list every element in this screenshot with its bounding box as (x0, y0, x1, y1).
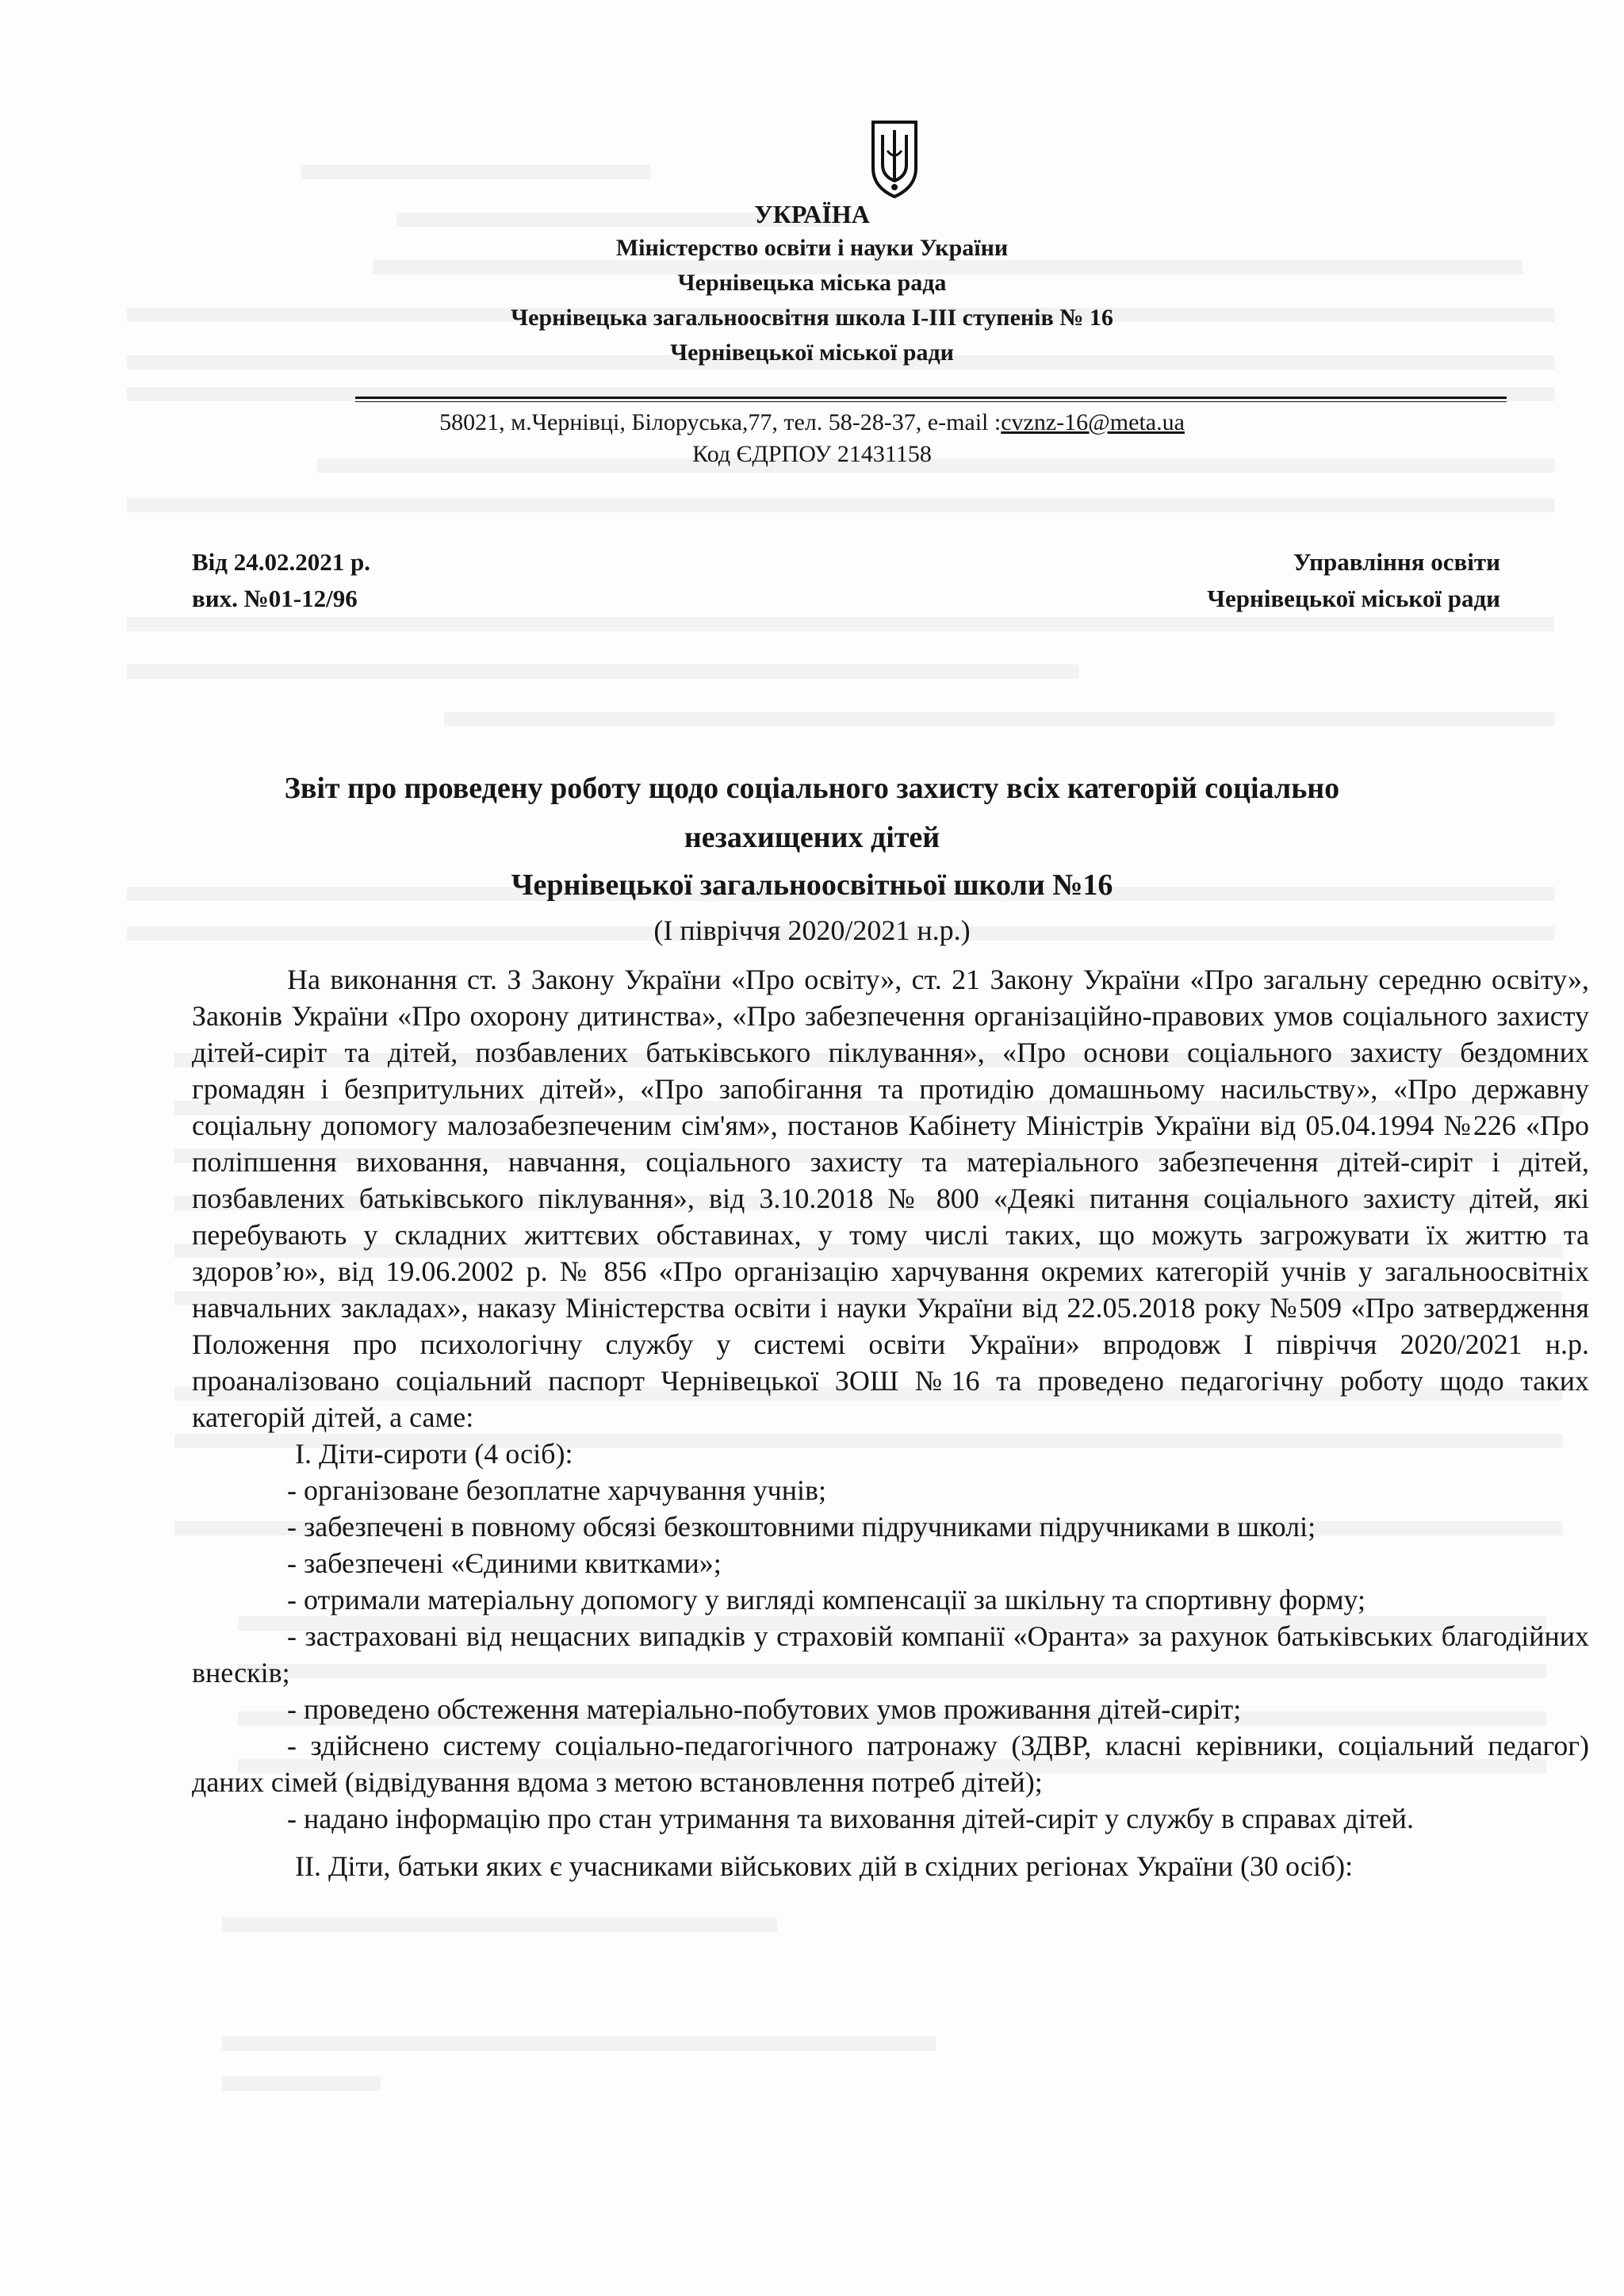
header-ministry: Міністерство освіти і науки України (615, 235, 1009, 261)
section-1-item: - надано інформацію про стан утримання та виховання дітей-сиріт у службу в справах дітей. (287, 1803, 1414, 1834)
section-1-item: - проведено обстеження матеріально-побутових умов проживання дітей-сиріт; (287, 1693, 1242, 1725)
header-divider-thin (355, 401, 1507, 402)
header-address: 58021, м.Чернівці, Білоруська,77, тел. 58-28-37, e-mail : (439, 409, 1002, 435)
section-1-item: - забезпечені в повному обсязі безкоштовними підручниками підручниками в школі; (287, 1511, 1316, 1543)
header-email-link[interactable]: cvznz-16@meta.ua (1001, 409, 1185, 435)
section-1-item: - застраховані від нещасних випадків у страховій компанії «Оранта» за рахунок батьківських благодійних внесків; (192, 1620, 1589, 1688)
section-1-item: - здійснено систему соціально-педагогічного патронажу (ЗДВР, класні керівники, соціальний педагог) даних сімей (відвідування вдома з метою встановлення потреб дітей); (192, 1730, 1589, 1798)
intro-paragraph: На виконання ст. З Закону України «Про освіту», ст. 21 Закону України «Про загальну середню освіту», Законів України «Про охорону дитинства», «Про забезпечення організаційно-правових умов соціального захисту дітей-сиріт та дітей, позбавлених батьківського піклування», «Про основи соціального захисту бездомних громадян і безпритульних дітей», «Про запобігання та протидію домашньому насильству», «Про державну соціальну допомогу малозабезпеченим сім'ям», постанов Кабінету Міністрів України від 05.04.1994 №226 «Про поліпшення виховання, навчання, соціального захисту та матеріального забезпечення дітей-сиріт і дітей, позбавлених батьківського піклування», від 3.10.2018 № 800 «Деякі питання соціального захисту дітей, які перебувають у складних життєвих обставинах, у тому числі таких, що можуть загрожувати їх життю та здоров’ю», від 19.06.2002 р. № 856 «Про організацію харчування окремих категорій учнів у загальноосвітніх навчальних закладах», наказу Міністерства освіти і науки України від 22.05.2018 року №509 «Про затвердження Положення про психологічну службу у системі освіти України» впродовж І півріччя 2020/2021 н.р. проаналізовано соціальний паспорт Чернівецької ЗОШ №16 та проведено педагогічну роботу щодо таких категорій дітей, а саме: (192, 964, 1589, 1433)
recipient-line-1: Управління освіти (1293, 548, 1500, 576)
section-1-item: - забезпечені «Єдиними квитками»; (287, 1547, 722, 1579)
report-title-line-2: незахищених дітей (684, 821, 940, 854)
section-1-item: - організоване безоплатне харчування учнів; (287, 1474, 826, 1506)
header-school-of: Чернівецької міської ради (670, 339, 954, 366)
trident-coat-of-arms-icon (868, 119, 921, 198)
report-period: (І півріччя 2020/2021 н.р.) (653, 914, 971, 946)
report-body (192, 961, 1589, 1884)
section-1-item: - отримали матеріальну допомогу у вигляді компенсації за шкільну та спортивну форму; (287, 1584, 1366, 1616)
header-address-line (0, 409, 1624, 436)
letter-date: Від 24.02.2021 р. (192, 548, 370, 576)
header-school: Чернівецька загальноосвітня школа І-ІІІ ступенів № 16 (511, 305, 1113, 331)
header-council: Чернівецька міська рада (677, 270, 947, 296)
header-country: УКРАЇНА (754, 200, 870, 228)
letter-recipient (1207, 544, 1500, 617)
report-title-line-3: Чернівецької загальноосвітньої школи №16 (511, 868, 1113, 902)
header-divider-thick (355, 397, 1507, 399)
letter-outgoing-number: вих. №01-12/96 (192, 585, 358, 612)
report-title-line-1: Звіт про проведену роботу щодо соціального захисту всіх категорій соціально (284, 772, 1340, 805)
letter-meta (192, 544, 370, 617)
header-edrpou: Код ЄДРПОУ 21431158 (692, 441, 932, 467)
section-1-title: І. Діти-сироти (4 осіб): (295, 1438, 573, 1470)
recipient-line-2: Чернівецької міської ради (1207, 585, 1500, 612)
section-2-title: ІІ. Діти, батьки яких є учасниками військових дій в східних регіонах України (30 осіб): (295, 1850, 1354, 1882)
